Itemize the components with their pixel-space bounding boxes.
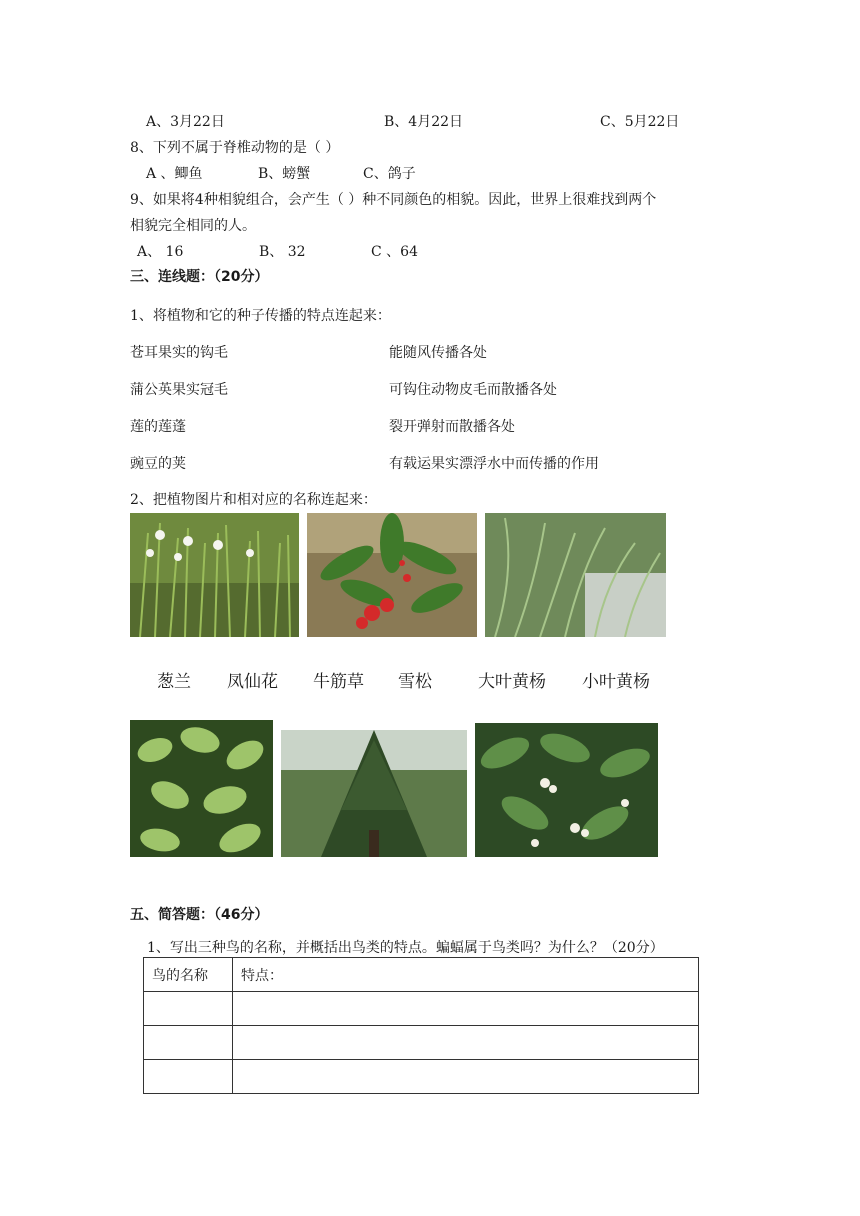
match2-title: 2、把植物图片和相对应的名称连起来： (130, 492, 377, 508)
q7-option-c: C、5月22日 (600, 114, 680, 130)
q8-option-a: A 、鲫鱼 (146, 166, 203, 182)
q8-option-b: B、螃蟹 (258, 166, 311, 182)
answer-cell[interactable] (233, 1026, 699, 1060)
photo-plant-cedar (281, 730, 467, 857)
match1-left-item: 豌豆的荚 (130, 456, 186, 472)
q9-option-b: B、 32 (259, 244, 306, 260)
section5-heading: 五、简答题：（46分） (130, 907, 269, 923)
q8-stem: 8、下列不属于脊椎动物的是（ ） (130, 140, 340, 156)
section3-heading: 三、连线题：（20分） (130, 269, 269, 285)
match1-right-item: 裂开弹射而散播各处 (389, 419, 515, 435)
q7-option-b: B、4月22日 (384, 114, 464, 130)
answer-cell[interactable] (144, 1060, 233, 1094)
table-header-features: 特点： (233, 958, 699, 992)
table-header-name: 鸟的名称 (144, 958, 233, 992)
answer-cell[interactable] (233, 1060, 699, 1094)
match1-title: 1、将植物和它的种子传播的特点连起来： (130, 308, 391, 324)
short1-question: 1、写出三种鸟的名称，并概括出鸟类的特点。蝙蝠属于鸟类吗？为什么？（20分） (147, 940, 664, 956)
plant-name: 牛筋草 (313, 672, 364, 692)
answer-cell[interactable] (144, 1026, 233, 1060)
table-row (144, 1026, 699, 1060)
match1-right-item: 可钩住动物皮毛而散播各处 (389, 382, 557, 398)
q8-option-c: C、鸽子 (363, 166, 416, 182)
photo-plant-boxwood-small (475, 723, 658, 857)
table-row (144, 992, 699, 1026)
photo-plant-boxwood-large (130, 720, 273, 857)
match1-right-item: 能随风传播各处 (389, 345, 487, 361)
plant-name: 大叶黄杨 (478, 672, 546, 692)
q9-stem-line2: 相貌完全相同的人。 (130, 218, 256, 234)
photo-plant-goosegrass (485, 513, 666, 637)
q9-stem-line1: 9、如果将4种相貌组合，会产生（ ）种不同颜色的相貌。因此，世界上很难找到两个 (130, 192, 657, 208)
plant-name: 葱兰 (157, 672, 191, 692)
answer-cell[interactable] (144, 992, 233, 1026)
table-row (144, 1060, 699, 1094)
match1-right-item: 有载运果实漂浮水中而传播的作用 (389, 456, 599, 472)
plant-name: 凤仙花 (227, 672, 278, 692)
q7-option-a: A、3月22日 (146, 114, 225, 130)
match1-left-item: 莲的莲蓬 (130, 419, 186, 435)
match1-left-item: 苍耳果实的钩毛 (130, 345, 228, 361)
match1-left-item: 蒲公英果实冠毛 (130, 382, 228, 398)
photo-plant-impatiens (307, 513, 477, 637)
table-row (144, 958, 699, 992)
q9-option-c: C 、64 (371, 244, 418, 260)
bird-answer-table (143, 957, 699, 1094)
photo-plant-zephyranthes (130, 513, 299, 637)
plant-name: 雪松 (398, 672, 432, 692)
q9-option-a: A、 16 (137, 244, 184, 260)
answer-cell[interactable] (233, 992, 699, 1026)
plant-name: 小叶黄杨 (582, 672, 650, 692)
